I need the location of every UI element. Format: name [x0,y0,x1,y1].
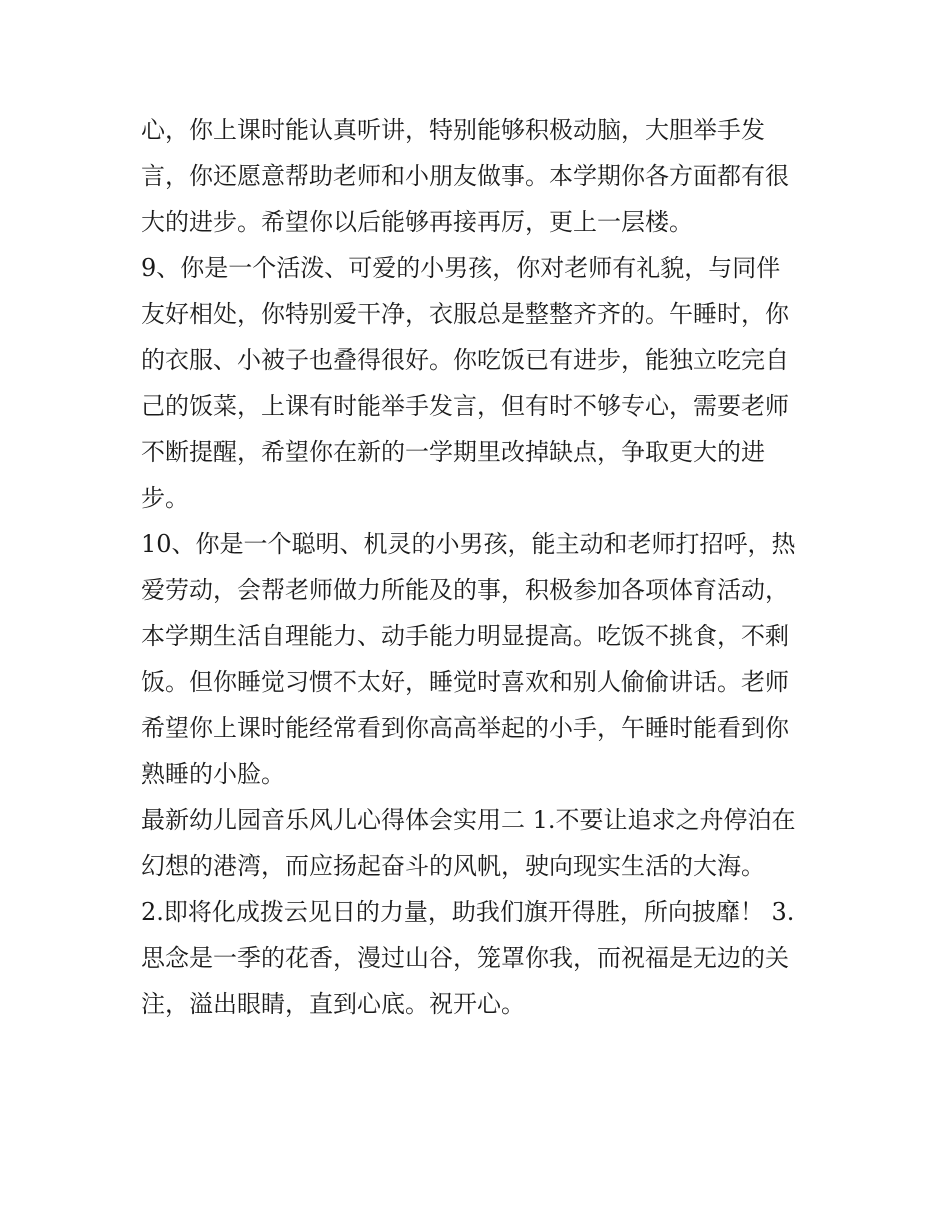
text-line: 步。 [141,484,189,512]
text-line: 本学期生活自理能力、动手能力明显提高。吃饭不挑食，不剩 [141,622,789,650]
text-line: 己的饭菜，上课有时能举手发言，但有时不够专心，需要老师 [141,392,789,420]
text-line: 2.即将化成拨云见日的力量，助我们旗开得胜，所向披靡！ 3. [141,898,795,926]
text-line: 熟睡的小脸。 [141,760,285,788]
text-line: 友好相处，你特别爱干净，衣服总是整整齐齐的。午睡时，你 [141,300,789,328]
text-line: 注，溢出眼睛，直到心底。祝开心。 [141,990,525,1018]
text-line: 最新幼儿园音乐风儿心得体会实用二 1.不要让追求之舟停泊在 [141,806,796,834]
text-line: 不断提醒，希望你在新的一学期里改掉缺点，争取更大的进 [141,438,765,466]
text-line: 10、你是一个聪明、机灵的小男孩，能主动和老师打招呼，热 [141,530,796,558]
text-line: 9、你是一个活泼、可爱的小男孩，你对老师有礼貌，与同伴 [141,254,781,282]
text-line: 的衣服、小被子也叠得很好。你吃饭已有进步，能独立吃完自 [141,346,789,374]
text-line: 心，你上课时能认真听讲，特别能够积极动脑，大胆举手发 [141,116,765,144]
text-line: 言，你还愿意帮助老师和小朋友做事。本学期你各方面都有很 [141,162,789,190]
document-body [141,107,813,1027]
text-line: 幻想的港湾，而应扬起奋斗的风帆，驶向现实生活的大海。 [141,852,765,880]
text-line: 饭。但你睡觉习惯不太好，睡觉时喜欢和别人偷偷讲话。老师 [141,668,789,696]
text-line: 爱劳动，会帮老师做力所能及的事，积极参加各项体育活动， [141,576,789,604]
text-line: 思念是一季的花香，漫过山谷，笼罩你我，而祝福是无边的关 [141,944,789,972]
text-line: 大的进步。希望你以后能够再接再厉，更上一层楼。 [141,208,693,236]
text-line: 希望你上课时能经常看到你高高举起的小手，午睡时能看到你 [141,714,789,742]
